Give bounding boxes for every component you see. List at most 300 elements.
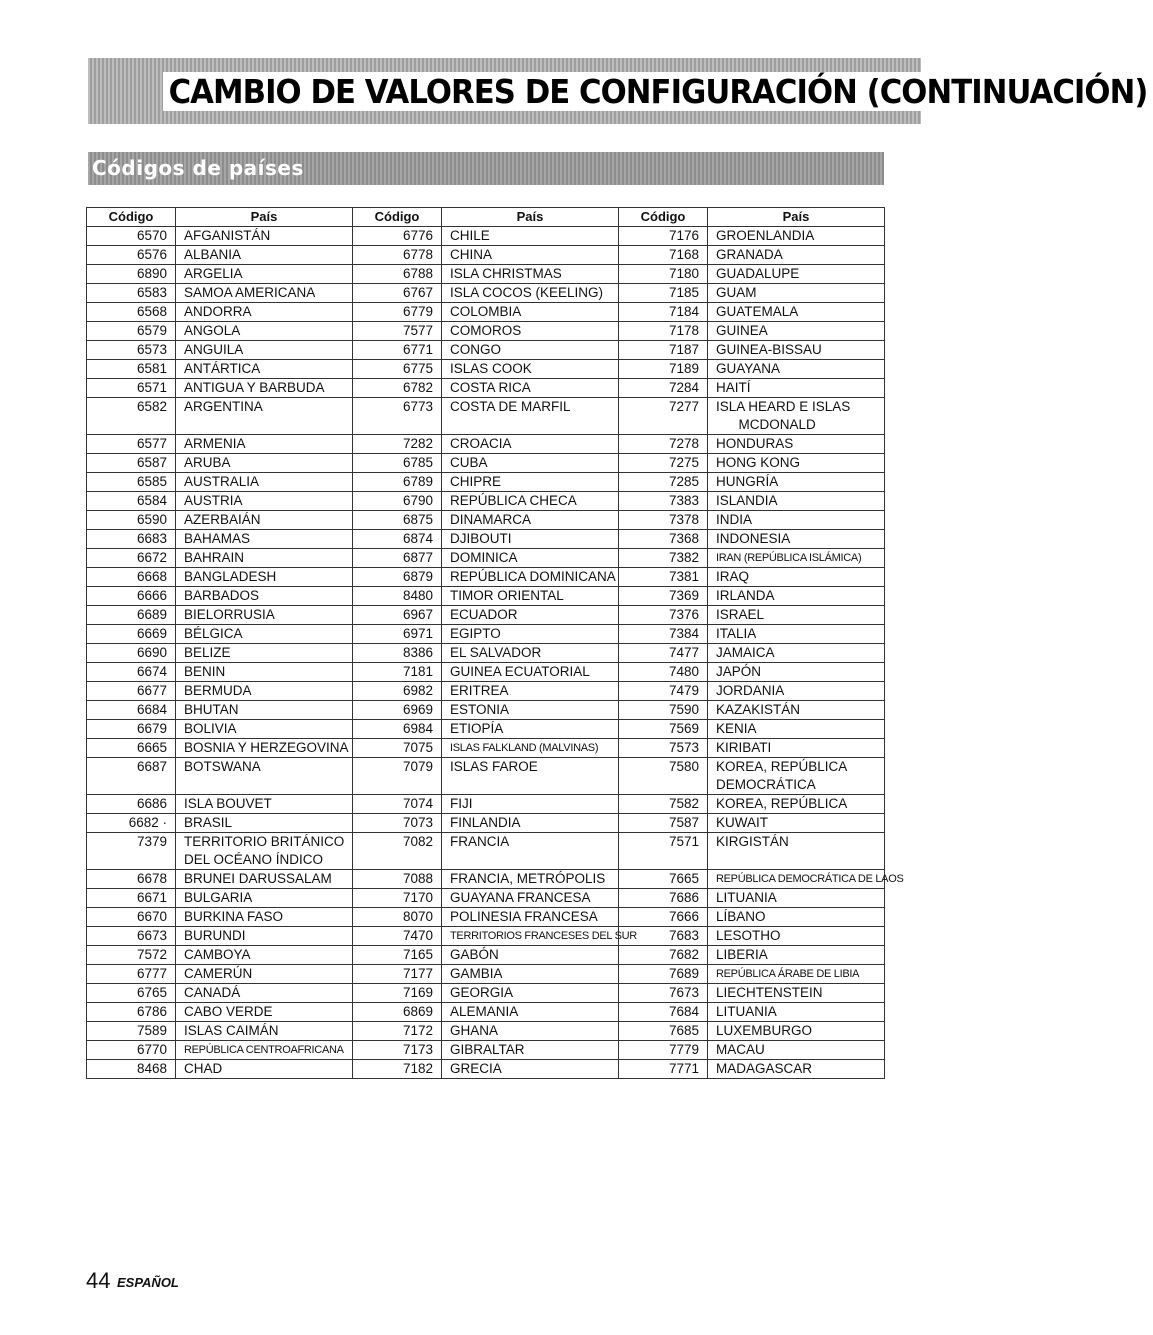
country-name-cell: ARUBA [176, 454, 353, 473]
table-row [87, 435, 885, 454]
country-name-cell: INDIA [708, 511, 885, 530]
country-name-cell: BERMUDA [176, 682, 353, 701]
country-name-cell: IRAQ [708, 568, 885, 587]
country-code-cell: 8468 [87, 1060, 176, 1079]
country-name-cell: CABO VERDE [176, 1003, 353, 1022]
country-name-cell: REPÚBLICA ÁRABE DE LIBIA [708, 965, 885, 984]
table-row [87, 587, 885, 606]
table-row [87, 379, 885, 398]
table-row [87, 625, 885, 644]
country-name-cell: BULGARIA [176, 889, 353, 908]
table-row [87, 720, 885, 739]
country-code-cell: 6582 [87, 398, 176, 435]
country-code-cell: 6585 [87, 473, 176, 492]
table-row [87, 833, 885, 870]
table-row [87, 1060, 885, 1079]
country-code-cell: 6671 [87, 889, 176, 908]
country-name-cell: LITUANIA [708, 889, 885, 908]
table-row [87, 644, 885, 663]
country-name-cell: ESTONIA [442, 701, 619, 720]
country-code-cell: 6568 [87, 303, 176, 322]
country-code-cell: 6790 [353, 492, 442, 511]
table-row [87, 663, 885, 682]
country-code-cell: 7686 [619, 889, 708, 908]
country-code-cell: 6670 [87, 908, 176, 927]
table-row [87, 965, 885, 984]
country-code-cell: 6679 [87, 720, 176, 739]
column-header-country: País [176, 208, 353, 227]
country-code-cell: 7189 [619, 360, 708, 379]
country-name-cell: BAHAMAS [176, 530, 353, 549]
country-code-cell: 7479 [619, 682, 708, 701]
country-name-cell: REPÚBLICA DOMINICANA [442, 568, 619, 587]
country-code-cell: 7177 [353, 965, 442, 984]
country-code-cell: 7176 [619, 227, 708, 246]
country-name-cell: ANGOLA [176, 322, 353, 341]
country-code-cell: 7577 [353, 322, 442, 341]
table-row [87, 473, 885, 492]
country-code-cell: 6869 [353, 1003, 442, 1022]
country-code-cell: 7384 [619, 625, 708, 644]
country-code-cell: 7169 [353, 984, 442, 1003]
country-code-cell: 7172 [353, 1022, 442, 1041]
table-row [87, 246, 885, 265]
country-name-cell: REPÚBLICA CENTROAFRICANA [176, 1041, 353, 1060]
country-name-cell: ARGELIA [176, 265, 353, 284]
country-name-cell: CUBA [442, 454, 619, 473]
country-name-cell: ISLANDIA [708, 492, 885, 511]
country-name-cell: DJIBOUTI [442, 530, 619, 549]
country-code-cell: 6788 [353, 265, 442, 284]
country-code-cell: 7569 [619, 720, 708, 739]
table-row [87, 322, 885, 341]
country-code-cell: 6571 [87, 379, 176, 398]
country-code-cell: 6874 [353, 530, 442, 549]
country-name-cell: GUAYANA FRANCESA [442, 889, 619, 908]
country-name-cell: REPÚBLICA DEMOCRÁTICA DE LAOS [708, 870, 885, 889]
country-code-cell: 7779 [619, 1041, 708, 1060]
table-row [87, 265, 885, 284]
country-code-cell: 6674 [87, 663, 176, 682]
country-code-cell: 6583 [87, 284, 176, 303]
table-row [87, 984, 885, 1003]
country-name-cell: FINLANDIA [442, 814, 619, 833]
country-name-cell: CHIPRE [442, 473, 619, 492]
country-name-cell: AUSTRIA [176, 492, 353, 511]
country-name-cell: CHILE [442, 227, 619, 246]
table-row [87, 303, 885, 322]
country-code-cell: 7275 [619, 454, 708, 473]
table-row [87, 946, 885, 965]
country-code-cell: 7684 [619, 1003, 708, 1022]
country-name-cell: MACAU [708, 1041, 885, 1060]
country-code-cell: 6689 [87, 606, 176, 625]
country-code-cell: 7573 [619, 739, 708, 758]
country-name-cell: LESOTHO [708, 927, 885, 946]
country-name-cell: BRUNEI DARUSSALAM [176, 870, 353, 889]
country-code-cell: 6879 [353, 568, 442, 587]
country-name-cell: KIRIBATI [708, 739, 885, 758]
country-code-cell: 6577 [87, 435, 176, 454]
table-row [87, 682, 885, 701]
country-name-cell: MADAGASCAR [708, 1060, 885, 1079]
country-name-cell: LIBERIA [708, 946, 885, 965]
country-code-cell: 8070 [353, 908, 442, 927]
column-header-code: Código [619, 208, 708, 227]
country-name-cell: EL SALVADOR [442, 644, 619, 663]
table-row [87, 606, 885, 625]
country-code-cell: 7185 [619, 284, 708, 303]
country-code-cell: 6969 [353, 701, 442, 720]
country-code-cell: 6673 [87, 927, 176, 946]
country-code-cell: 6775 [353, 360, 442, 379]
table-row [87, 795, 885, 814]
country-code-cell: 6765 [87, 984, 176, 1003]
country-code-cell: 6677 [87, 682, 176, 701]
country-name-cell: POLINESIA FRANCESA [442, 908, 619, 927]
country-name-cell: HONG KONG [708, 454, 885, 473]
country-code-cell: 6666 [87, 587, 176, 606]
country-name-cell: HAITÍ [708, 379, 885, 398]
country-name-cell: TERRITORIOS FRANCESES DEL SUR [442, 927, 619, 946]
country-name-cell: BURUNDI [176, 927, 353, 946]
country-name-cell: DOMINICA [442, 549, 619, 568]
country-code-cell: 6683 [87, 530, 176, 549]
table-row [87, 549, 885, 568]
country-code-cell: 7073 [353, 814, 442, 833]
country-name-cell: IRLANDA [708, 587, 885, 606]
country-code-cell: 7187 [619, 341, 708, 360]
country-code-cell: 7285 [619, 473, 708, 492]
country-code-cell: 7673 [619, 984, 708, 1003]
country-code-cell: 6573 [87, 341, 176, 360]
country-code-cell: 7590 [619, 701, 708, 720]
country-name-cell: BENIN [176, 663, 353, 682]
country-name-cell: DINAMARCA [442, 511, 619, 530]
country-code-cell: 7379 [87, 833, 176, 870]
country-name-cell: BHUTAN [176, 701, 353, 720]
country-name-cell: HONDURAS [708, 435, 885, 454]
country-code-cell: 7088 [353, 870, 442, 889]
country-name-cell: BÉLGICA [176, 625, 353, 644]
country-name-cell: ISLAS FALKLAND (MALVINAS) [442, 739, 619, 758]
country-name-cell: GUAYANA [708, 360, 885, 379]
country-code-cell: 7181 [353, 663, 442, 682]
country-name-cell: ECUADOR [442, 606, 619, 625]
country-name-cell: BOLIVIA [176, 720, 353, 739]
country-code-cell: 7180 [619, 265, 708, 284]
country-code-cell: 7771 [619, 1060, 708, 1079]
country-name-cell: ISLA BOUVET [176, 795, 353, 814]
country-name-cell: ISLA HEARD E ISLAS MCDONALD [708, 398, 885, 435]
country-name-cell: GRECIA [442, 1060, 619, 1079]
country-name-cell: FIJI [442, 795, 619, 814]
country-code-cell: 6971 [353, 625, 442, 644]
country-name-cell: KOREA, REPÚBLICA [708, 795, 885, 814]
country-name-cell: INDONESIA [708, 530, 885, 549]
country-code-cell: 7278 [619, 435, 708, 454]
table-row [87, 341, 885, 360]
country-name-cell: ALEMANIA [442, 1003, 619, 1022]
country-code-cell: 7082 [353, 833, 442, 870]
country-name-cell: AFGANISTÁN [176, 227, 353, 246]
country-name-cell: GHANA [442, 1022, 619, 1041]
country-code-cell: 7587 [619, 814, 708, 833]
country-name-cell: ARMENIA [176, 435, 353, 454]
country-code-cell: 7689 [619, 965, 708, 984]
country-code-cell: 6678 [87, 870, 176, 889]
table-row [87, 398, 885, 435]
country-name-cell: GUINEA-BISSAU [708, 341, 885, 360]
country-code-cell: 7470 [353, 927, 442, 946]
country-name-cell: COSTA RICA [442, 379, 619, 398]
table-row [87, 758, 885, 795]
country-code-cell: 6579 [87, 322, 176, 341]
country-code-cell: 7665 [619, 870, 708, 889]
footer-language: ESPAÑOL [117, 1275, 179, 1290]
country-code-cell: 6771 [353, 341, 442, 360]
country-code-cell: 6782 [353, 379, 442, 398]
country-code-cell: 7378 [619, 511, 708, 530]
country-code-cell: 7580 [619, 758, 708, 795]
country-code-cell: 7685 [619, 1022, 708, 1041]
country-name-cell: GUINEA [708, 322, 885, 341]
country-code-cell: 6581 [87, 360, 176, 379]
page-title: CAMBIO DE VALORES DE CONFIGURACIÓN (CONTINUACIÓN) [163, 72, 1153, 111]
country-name-cell: ARGENTINA [176, 398, 353, 435]
country-name-cell: JAPÓN [708, 663, 885, 682]
country-name-cell: FRANCIA [442, 833, 619, 870]
country-name-cell: ANGUILA [176, 341, 353, 360]
table-row [87, 492, 885, 511]
country-name-cell: KAZAKISTÁN [708, 701, 885, 720]
country-name-cell: TIMOR ORIENTAL [442, 587, 619, 606]
country-code-cell: 6672 [87, 549, 176, 568]
country-code-cell: 6786 [87, 1003, 176, 1022]
country-name-cell: IRAN (REPÚBLICA ISLÁMICA) [708, 549, 885, 568]
country-code-cell: 7382 [619, 549, 708, 568]
table-row [87, 889, 885, 908]
country-name-cell: ETIOPÍA [442, 720, 619, 739]
country-name-cell: GAMBIA [442, 965, 619, 984]
country-name-cell: GEORGIA [442, 984, 619, 1003]
table-row [87, 568, 885, 587]
country-name-cell: GUATEMALA [708, 303, 885, 322]
country-name-cell: BANGLADESH [176, 568, 353, 587]
country-name-cell: ANDORRA [176, 303, 353, 322]
page-number: 44 [86, 1268, 111, 1293]
country-name-cell: GUADALUPE [708, 265, 885, 284]
country-code-cell: 7182 [353, 1060, 442, 1079]
country-code-cell: 7589 [87, 1022, 176, 1041]
country-name-cell: BIELORRUSIA [176, 606, 353, 625]
country-name-cell: CAMERÚN [176, 965, 353, 984]
country-codes-table [86, 207, 904, 1079]
column-header-country: País [442, 208, 619, 227]
country-code-cell: 7582 [619, 795, 708, 814]
country-code-cell: 7368 [619, 530, 708, 549]
country-code-cell: 7074 [353, 795, 442, 814]
country-name-cell: ERITREA [442, 682, 619, 701]
country-name-cell: BOTSWANA [176, 758, 353, 795]
column-header-country: País [708, 208, 885, 227]
country-code-cell: 6690 [87, 644, 176, 663]
country-code-cell: 6590 [87, 511, 176, 530]
country-name-cell: ISLA COCOS (KEELING) [442, 284, 619, 303]
country-name-cell: ISLAS FAROE [442, 758, 619, 795]
country-code-cell: 6584 [87, 492, 176, 511]
country-code-cell: 6785 [353, 454, 442, 473]
country-code-cell: 6576 [87, 246, 176, 265]
country-name-cell: LUXEMBURGO [708, 1022, 885, 1041]
country-code-cell: 8386 [353, 644, 442, 663]
country-name-cell: CROACIA [442, 435, 619, 454]
table-row [87, 814, 885, 833]
country-code-cell: 6877 [353, 549, 442, 568]
country-name-cell: ANTIGUA Y BARBUDA [176, 379, 353, 398]
country-name-cell: AUSTRALIA [176, 473, 353, 492]
column-header-code: Código [87, 208, 176, 227]
country-code-cell: 7369 [619, 587, 708, 606]
country-name-cell: AZERBAIÁN [176, 511, 353, 530]
country-code-cell: 7480 [619, 663, 708, 682]
country-code-cell: 7284 [619, 379, 708, 398]
country-code-cell: 6984 [353, 720, 442, 739]
country-name-cell: CAMBOYA [176, 946, 353, 965]
country-code-cell: 6890 [87, 265, 176, 284]
table-row [87, 908, 885, 927]
country-code-cell: 7170 [353, 889, 442, 908]
table-row [87, 739, 885, 758]
country-code-cell: 7381 [619, 568, 708, 587]
country-name-cell: GIBRALTAR [442, 1041, 619, 1060]
country-name-cell: BRASIL [176, 814, 353, 833]
country-code-cell: 7168 [619, 246, 708, 265]
country-code-cell: 6789 [353, 473, 442, 492]
table-row [87, 284, 885, 303]
country-name-cell: JAMAICA [708, 644, 885, 663]
country-name-cell: COSTA DE MARFIL [442, 398, 619, 435]
table-row [87, 454, 885, 473]
country-code-cell: 6684 [87, 701, 176, 720]
country-code-cell: 6687 [87, 758, 176, 795]
country-name-cell: KENIA [708, 720, 885, 739]
country-name-cell: LÍBANO [708, 908, 885, 927]
country-name-cell: GUAM [708, 284, 885, 303]
country-name-cell: KIRGISTÁN [708, 833, 885, 870]
country-code-cell: 6776 [353, 227, 442, 246]
country-code-cell: 7178 [619, 322, 708, 341]
country-name-cell: LITUANIA [708, 1003, 885, 1022]
country-code-cell: 6669 [87, 625, 176, 644]
country-name-cell: CANADÁ [176, 984, 353, 1003]
country-name-cell: GRANADA [708, 246, 885, 265]
country-name-cell: ISLAS COOK [442, 360, 619, 379]
country-code-cell: 7277 [619, 398, 708, 435]
country-code-cell: 7666 [619, 908, 708, 927]
table-row [87, 227, 885, 246]
country-name-cell: HUNGRÍA [708, 473, 885, 492]
country-code-cell: 7075 [353, 739, 442, 758]
country-name-cell: ISRAEL [708, 606, 885, 625]
table-row [87, 1022, 885, 1041]
country-code-cell: 7383 [619, 492, 708, 511]
country-name-cell: COMOROS [442, 322, 619, 341]
country-name-cell: JORDANIA [708, 682, 885, 701]
country-code-cell: 6967 [353, 606, 442, 625]
country-code-cell: 6777 [87, 965, 176, 984]
country-name-cell: ANTÁRTICA [176, 360, 353, 379]
country-code-cell: 7572 [87, 946, 176, 965]
country-name-cell: SAMOA AMERICANA [176, 284, 353, 303]
country-code-cell: 7173 [353, 1041, 442, 1060]
country-name-cell: ITALIA [708, 625, 885, 644]
country-code-cell: 7571 [619, 833, 708, 870]
table-row [87, 530, 885, 549]
table-body [87, 227, 904, 1079]
country-name-cell: TERRITORIO BRITÁNICO DEL OCÉANO ÍNDICO [176, 833, 353, 870]
table-row [87, 1003, 885, 1022]
country-name-cell: BOSNIA Y HERZEGOVINA [176, 739, 353, 758]
country-code-cell: 6778 [353, 246, 442, 265]
table-row [87, 701, 885, 720]
table-row [87, 927, 885, 946]
country-name-cell: BAHRAIN [176, 549, 353, 568]
country-code-cell: 6982 [353, 682, 442, 701]
country-name-cell: GUINEA ECUATORIAL [442, 663, 619, 682]
country-name-cell: KUWAIT [708, 814, 885, 833]
country-name-cell: ALBANIA [176, 246, 353, 265]
country-name-cell: CONGO [442, 341, 619, 360]
country-code-cell: 7282 [353, 435, 442, 454]
country-name-cell: REPÚBLICA CHECA [442, 492, 619, 511]
country-name-cell: CHAD [176, 1060, 353, 1079]
country-code-cell: 6665 [87, 739, 176, 758]
table-row [87, 870, 885, 889]
country-name-cell: BELIZE [176, 644, 353, 663]
country-code-cell: 7165 [353, 946, 442, 965]
country-name-cell: EGIPTO [442, 625, 619, 644]
country-name-cell: CHINA [442, 246, 619, 265]
country-code-cell: 6682 · [87, 814, 176, 833]
country-name-cell: ISLAS CAIMÁN [176, 1022, 353, 1041]
country-code-cell: 6767 [353, 284, 442, 303]
country-code-cell: 6770 [87, 1041, 176, 1060]
country-code-cell: 6773 [353, 398, 442, 435]
table-row [87, 360, 885, 379]
country-name-cell: BURKINA FASO [176, 908, 353, 927]
country-name-cell: COLOMBIA [442, 303, 619, 322]
country-name-cell: BARBADOS [176, 587, 353, 606]
country-code-cell: 7682 [619, 946, 708, 965]
country-name-cell: ISLA CHRISTMAS [442, 265, 619, 284]
country-name-cell: GROENLANDIA [708, 227, 885, 246]
country-code-cell: 7477 [619, 644, 708, 663]
country-code-cell: 6875 [353, 511, 442, 530]
country-code-cell: 6668 [87, 568, 176, 587]
country-code-cell: 7376 [619, 606, 708, 625]
country-code-cell: 7184 [619, 303, 708, 322]
country-code-cell: 8480 [353, 587, 442, 606]
country-code-cell: 7079 [353, 758, 442, 795]
country-name-cell: LIECHTENSTEIN [708, 984, 885, 1003]
country-code-cell: 6686 [87, 795, 176, 814]
country-name-cell: GABÓN [442, 946, 619, 965]
column-header-code: Código [353, 208, 442, 227]
country-code-cell: 6779 [353, 303, 442, 322]
country-name-cell: FRANCIA, METRÓPOLIS [442, 870, 619, 889]
country-code-cell: 6587 [87, 454, 176, 473]
